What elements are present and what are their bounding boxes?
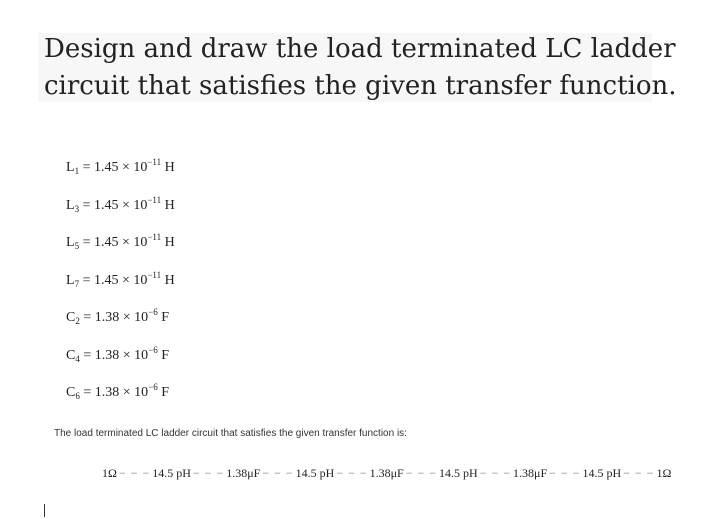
eq-unit: F bbox=[157, 310, 170, 325]
equation-c2 bbox=[66, 303, 169, 330]
ladder-inductor-l3: 14.5 pH bbox=[295, 466, 335, 480]
ladder-inductor-l1: 14.5 pH bbox=[152, 466, 191, 480]
question-line-1: Design and draw the load terminated LC ladder bbox=[44, 34, 676, 64]
eq-value: = 1.45 × 10 bbox=[79, 160, 148, 175]
eq-symbol: L bbox=[66, 198, 75, 213]
eq-exponent: −11 bbox=[147, 232, 162, 242]
eq-subscript: 1 bbox=[74, 166, 80, 176]
equation-l5 bbox=[66, 228, 175, 255]
equation-l3 bbox=[66, 191, 175, 218]
ladder-chain bbox=[102, 466, 671, 481]
ladder-capacitor-c6: 1.38μF bbox=[513, 466, 548, 480]
eq-subscript: 3 bbox=[74, 204, 80, 214]
eq-value: = 1.45 × 10 bbox=[79, 235, 148, 250]
eq-exponent: −6 bbox=[148, 345, 158, 355]
equation-l1 bbox=[66, 153, 175, 180]
eq-exponent: −11 bbox=[147, 157, 162, 167]
eq-symbol: L bbox=[66, 160, 75, 175]
wire: − − − bbox=[479, 466, 512, 480]
wire: − − − bbox=[262, 466, 294, 480]
eq-symbol: L bbox=[66, 235, 75, 250]
equation-l7 bbox=[66, 266, 175, 293]
wire: − − − bbox=[549, 466, 581, 480]
eq-value: = 1.45 × 10 bbox=[79, 273, 148, 288]
eq-subscript: 6 bbox=[75, 391, 80, 401]
ladder-source-resistor: 1Ω bbox=[102, 466, 117, 480]
wire: − − − bbox=[623, 466, 655, 480]
eq-exponent: −11 bbox=[147, 270, 162, 280]
ladder-inductor-l5: 14.5 pH bbox=[439, 466, 478, 480]
eq-subscript: 5 bbox=[74, 241, 80, 251]
wire: − − − bbox=[118, 466, 151, 480]
eq-unit: H bbox=[161, 235, 175, 250]
wire: − − − bbox=[405, 466, 438, 480]
equation-c4 bbox=[66, 341, 169, 368]
ladder-inductor-l7: 14.5 pH bbox=[582, 466, 622, 480]
ladder-capacitor-c4: 1.38μF bbox=[369, 466, 404, 480]
eq-value: = 1.38 × 10 bbox=[79, 348, 149, 363]
eq-unit: H bbox=[161, 273, 175, 288]
eq-value: = 1.38 × 10 bbox=[79, 310, 149, 325]
eq-value: = 1.38 × 10 bbox=[79, 385, 149, 400]
eq-exponent: −11 bbox=[147, 195, 162, 205]
eq-exponent: −6 bbox=[148, 307, 158, 317]
eq-unit: H bbox=[161, 198, 175, 213]
equation-c6 bbox=[66, 378, 169, 405]
answer-intro: The load terminated LC ladder circuit that satisfies the given transfer function is: bbox=[54, 428, 407, 439]
eq-symbol: C bbox=[66, 385, 76, 400]
eq-value: = 1.45 × 10 bbox=[79, 198, 148, 213]
wire: − − − bbox=[336, 466, 368, 480]
question-line-2: circuit that satisfies the given transfer function. bbox=[44, 71, 677, 101]
ladder-capacitor-c2: 1.38μF bbox=[226, 466, 261, 480]
eq-subscript: 7 bbox=[74, 279, 80, 289]
eq-subscript: 4 bbox=[75, 354, 80, 364]
text-cursor bbox=[44, 504, 45, 517]
eq-unit: H bbox=[161, 160, 175, 175]
eq-symbol: C bbox=[66, 310, 76, 325]
eq-symbol: L bbox=[66, 273, 75, 288]
ladder-load-resistor: 1Ω bbox=[656, 466, 672, 480]
eq-symbol: C bbox=[66, 348, 76, 363]
eq-unit: F bbox=[157, 348, 170, 363]
wire: − − − bbox=[192, 466, 225, 480]
eq-subscript: 2 bbox=[75, 316, 80, 326]
eq-unit: F bbox=[157, 385, 170, 400]
eq-exponent: −6 bbox=[148, 382, 158, 392]
